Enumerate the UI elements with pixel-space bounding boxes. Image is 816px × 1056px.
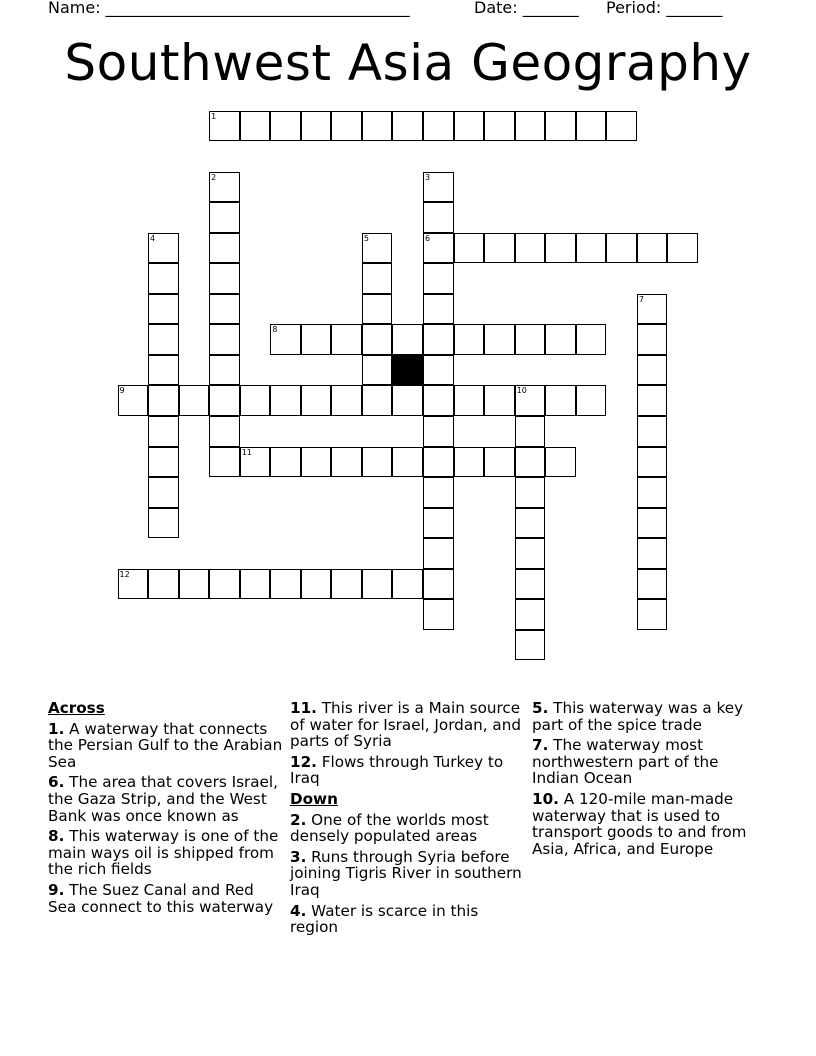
grid-cell[interactable] [209, 569, 240, 600]
grid-cell[interactable] [576, 233, 607, 264]
grid-cell[interactable] [637, 294, 668, 325]
across-heading: Across [48, 699, 105, 717]
grid-cell[interactable] [423, 477, 454, 508]
grid-cell[interactable] [148, 385, 179, 416]
grid-cell[interactable] [423, 355, 454, 386]
grid-cell[interactable] [392, 569, 423, 600]
grid-cell[interactable] [545, 233, 576, 264]
grid-cell[interactable] [362, 111, 393, 142]
clue-down-10: 10. A 120-mile man-made waterway that is used to transport goods to and from Asia, Africa, and Europe [532, 789, 747, 858]
grid-cell[interactable] [148, 324, 179, 355]
grid-cell[interactable] [423, 447, 454, 478]
grid-cell[interactable] [576, 324, 607, 355]
grid-cell[interactable] [454, 233, 485, 264]
name-label: Name: ______________________________________ [48, 0, 410, 17]
grid-cell[interactable] [484, 324, 515, 355]
grid-cell[interactable] [392, 324, 423, 355]
grid-cell[interactable] [209, 324, 240, 355]
grid-cell[interactable] [240, 569, 271, 600]
grid-cell[interactable] [301, 569, 332, 600]
clue-column-2 [290, 700, 526, 940]
clue-number: 6 [425, 233, 431, 243]
grid-cell[interactable] [148, 263, 179, 294]
grid-cell[interactable] [637, 447, 668, 478]
period-label: Period: _______ [606, 0, 723, 17]
clue-number: 9 [119, 386, 125, 396]
clue-number: 3 [425, 172, 431, 182]
clue-across-11: 11. This river is a Main source of water for Israel, Jordan, and parts of Syria [290, 699, 521, 751]
grid-cell[interactable] [423, 538, 454, 569]
page-title: Southwest Asia Geography [64, 34, 752, 92]
grid-cell[interactable] [637, 416, 668, 447]
grid-cell[interactable] [423, 263, 454, 294]
grid-cell[interactable] [576, 111, 607, 142]
grid-cell[interactable] [148, 416, 179, 447]
clue-across-6: 6. The area that covers Israel, the Gaza Strip, and the West Bank was once known as [48, 773, 278, 825]
grid-cell[interactable] [637, 233, 668, 264]
grid-cell[interactable] [454, 324, 485, 355]
grid-cell[interactable] [148, 233, 179, 264]
clue-down-2: 2. One of the worlds most densely populated areas [290, 810, 489, 846]
clue-number: 10 [516, 386, 527, 396]
grid-cell[interactable] [118, 385, 149, 416]
grid-cell[interactable] [423, 324, 454, 355]
grid-cell[interactable] [515, 508, 546, 539]
grid-cell[interactable] [301, 111, 332, 142]
grid-cell[interactable] [637, 569, 668, 600]
grid-cell[interactable] [423, 172, 454, 203]
clue-down-7: 7. The waterway most northwestern part of the Indian Ocean [532, 736, 719, 788]
grid-cell[interactable] [148, 569, 179, 600]
grid-cell[interactable] [423, 508, 454, 539]
grid-cell[interactable] [515, 233, 546, 264]
clue-number: 7 [638, 294, 644, 304]
grid-cell[interactable] [270, 385, 301, 416]
grid-cell[interactable] [606, 233, 637, 264]
grid-cell[interactable] [331, 111, 362, 142]
grid-cell[interactable] [362, 447, 393, 478]
grid-cell[interactable] [148, 355, 179, 386]
grid-cell[interactable] [240, 111, 271, 142]
grid-cell[interactable] [392, 447, 423, 478]
grid-cell[interactable] [209, 202, 240, 233]
grid-cell[interactable] [209, 263, 240, 294]
clue-number: 11 [241, 447, 252, 457]
grid-cell[interactable] [515, 599, 546, 630]
grid-cell[interactable] [270, 111, 301, 142]
grid-cell[interactable] [515, 569, 546, 600]
grid-cell[interactable] [484, 447, 515, 478]
grid-cell[interactable] [240, 447, 271, 478]
black-cell [392, 355, 423, 386]
grid-cell[interactable] [423, 385, 454, 416]
grid-cell[interactable] [454, 447, 485, 478]
grid-cell[interactable] [148, 294, 179, 325]
grid-cell[interactable] [423, 294, 454, 325]
grid-cell[interactable] [545, 447, 576, 478]
grid-cell[interactable] [209, 294, 240, 325]
grid-cell[interactable] [576, 385, 607, 416]
grid-cell[interactable] [331, 569, 362, 600]
clue-number: 5 [363, 233, 369, 243]
grid-cell[interactable] [515, 324, 546, 355]
grid-cell[interactable] [423, 202, 454, 233]
grid-cell[interactable] [270, 447, 301, 478]
clue-number: 1 [211, 111, 217, 121]
clue-number: 8 [272, 325, 278, 335]
grid-cell[interactable] [484, 233, 515, 264]
grid-cell[interactable] [545, 385, 576, 416]
grid-cell[interactable] [301, 385, 332, 416]
grid-cell[interactable] [240, 385, 271, 416]
clue-number: 12 [119, 569, 130, 579]
grid-cell[interactable] [454, 385, 485, 416]
grid-cell[interactable] [179, 569, 210, 600]
grid-cell[interactable] [362, 385, 393, 416]
grid-cell[interactable] [209, 385, 240, 416]
clue-column-1 [48, 700, 284, 919]
grid-cell[interactable] [637, 324, 668, 355]
grid-cell[interactable] [362, 324, 393, 355]
grid-cell[interactable] [423, 233, 454, 264]
grid-cell[interactable] [148, 508, 179, 539]
grid-cell[interactable] [637, 599, 668, 630]
grid-cell[interactable] [301, 324, 332, 355]
grid-cell[interactable] [148, 477, 179, 508]
grid-cell[interactable] [209, 233, 240, 264]
grid-cell[interactable] [362, 233, 393, 264]
grid-cell[interactable] [270, 569, 301, 600]
grid-cell[interactable] [209, 447, 240, 478]
grid-cell[interactable] [545, 111, 576, 142]
grid-cell[interactable] [148, 447, 179, 478]
grid-cell[interactable] [637, 508, 668, 539]
grid-cell[interactable] [454, 111, 485, 142]
clue-down-3: 3. Runs through Syria before joining Tigris River in southern Iraq [290, 847, 522, 899]
grid-cell[interactable] [209, 355, 240, 386]
grid-cell[interactable] [331, 447, 362, 478]
date-label: Date: _______ [474, 0, 579, 17]
grid-cell[interactable] [637, 477, 668, 508]
grid-cell[interactable] [179, 385, 210, 416]
down-heading: Down [290, 789, 338, 808]
grid-cell[interactable] [301, 447, 332, 478]
grid-cell[interactable] [392, 385, 423, 416]
clue-across-1: 1. A waterway that connects the Persian Gulf to the Arabian Sea [48, 719, 283, 771]
grid-cell[interactable] [484, 111, 515, 142]
grid-cell[interactable] [118, 569, 149, 600]
grid-cell[interactable] [637, 538, 668, 569]
grid-cell[interactable] [423, 569, 454, 600]
grid-cell[interactable] [331, 324, 362, 355]
grid-cell[interactable] [515, 111, 546, 142]
clue-down-5: 5. This waterway was a key part of the spice trade [532, 699, 744, 734]
grid-cell[interactable] [667, 233, 698, 264]
grid-cell[interactable] [515, 416, 546, 447]
grid-cell[interactable] [515, 385, 546, 416]
clue-down-4: 4. Water is scarce in this region [290, 901, 479, 937]
grid-cell[interactable] [423, 111, 454, 142]
clue-column-3 [532, 700, 768, 861]
grid-cell[interactable] [637, 355, 668, 386]
clue-across-12: 12. Flows through Turkey to Iraq [290, 752, 504, 788]
grid-cell[interactable] [423, 599, 454, 630]
grid-cell[interactable] [331, 385, 362, 416]
grid-cell[interactable] [515, 477, 546, 508]
grid-cell[interactable] [545, 324, 576, 355]
grid-cell[interactable] [484, 385, 515, 416]
grid-cell[interactable] [209, 172, 240, 203]
clue-across-8: 8. This waterway is one of the main ways oil is shipped from the rich fields [48, 827, 279, 879]
grid-cell[interactable] [515, 630, 546, 661]
clue-number: 4 [150, 233, 156, 243]
grid-cell[interactable] [515, 538, 546, 569]
grid-cell[interactable] [362, 294, 393, 325]
grid-cell[interactable] [209, 416, 240, 447]
grid-cell[interactable] [392, 111, 423, 142]
clue-number: 2 [211, 172, 217, 182]
grid-cell[interactable] [362, 263, 393, 294]
grid-cell[interactable] [209, 111, 240, 142]
grid-cell[interactable] [423, 416, 454, 447]
grid-cell[interactable] [362, 569, 393, 600]
grid-cell[interactable] [606, 111, 637, 142]
grid-cell[interactable] [515, 447, 546, 478]
grid-cell[interactable] [362, 355, 393, 386]
clue-across-9: 9. The Suez Canal and Red Sea connect to this waterway [48, 880, 274, 916]
grid-cell[interactable] [270, 324, 301, 355]
grid-cell[interactable] [637, 385, 668, 416]
